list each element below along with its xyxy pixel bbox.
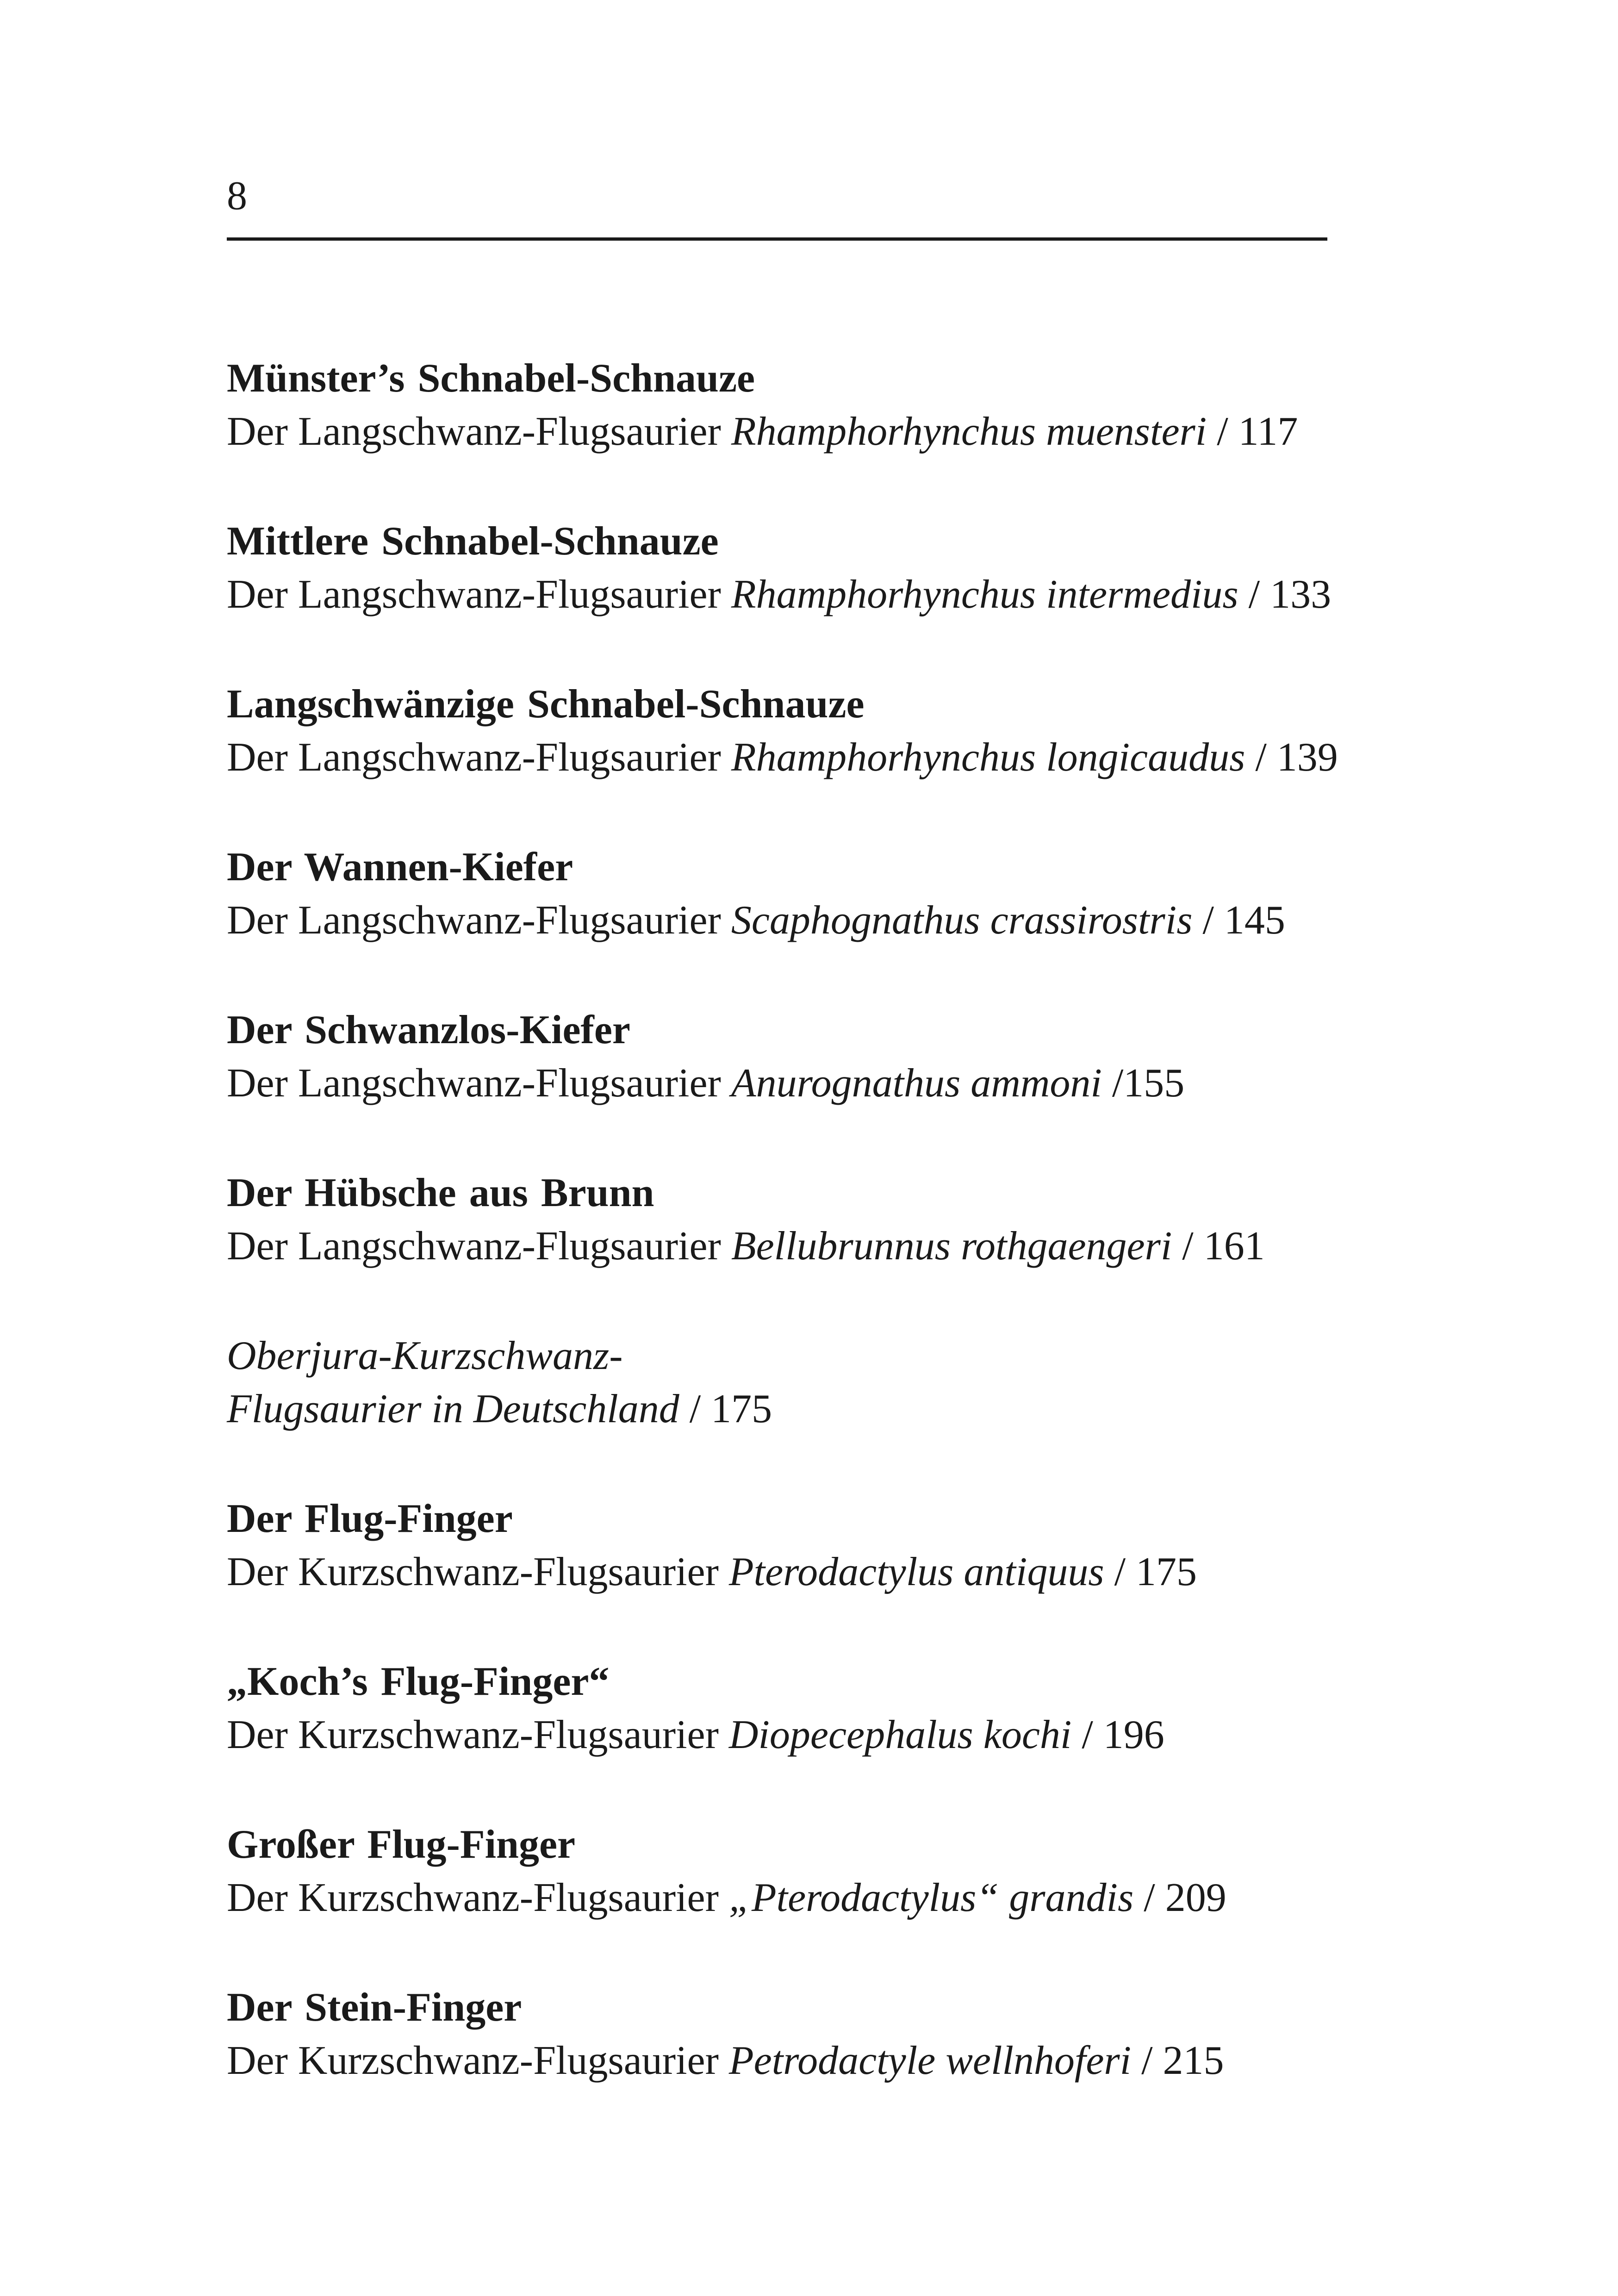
entry-line [227, 405, 1523, 458]
entry-species: Rhamphorhynchus muensteri [731, 409, 1207, 454]
entry-species: Scaphognathus crassirostris [731, 898, 1193, 943]
entry-line [227, 1545, 1523, 1599]
entry-description: Der Langschwanz-Flugsaurier [227, 898, 731, 943]
entry-page-ref: / 133 [1238, 572, 1332, 617]
entry-line [227, 894, 1523, 947]
entry-species: Petrodactyle wellnhoferi [728, 2038, 1132, 2083]
entry-page-ref: /155 [1101, 1061, 1185, 1106]
entry-line [227, 568, 1523, 621]
entry-line [227, 1057, 1523, 1110]
toc-entry-pterodactylus-antiquus[interactable] [227, 1492, 1523, 1655]
entry-page-ref: / 196 [1071, 1712, 1164, 1757]
toc-entry-anurognathus-ammoni[interactable] [227, 1003, 1523, 1166]
entry-page-ref: / 175 [1104, 1549, 1197, 1594]
entry-title: Der Stein-Finger [227, 1985, 522, 2030]
toc-entry-rhamphorhynchus-muensteri[interactable] [227, 352, 1523, 515]
entry-page-ref: / 215 [1131, 2038, 1224, 2083]
entry-page-ref: / 139 [1245, 735, 1338, 780]
toc-entry-scaphognathus-crassirostris[interactable] [227, 840, 1523, 1003]
entry-description: Der Langschwanz-Flugsaurier [227, 1061, 731, 1106]
entry-species: Rhamphorhynchus longicaudus [731, 735, 1245, 780]
entry-title: Langschwänzige Schnabel-Schnauze [227, 682, 865, 727]
entry-description: Der Kurzschwanz-Flugsaurier [227, 1875, 729, 1920]
entry-species: Anurognathus ammoni [731, 1061, 1102, 1106]
section-title-line-1: Oberjura-Kurzschwanz- [227, 1333, 623, 1378]
entry-line [227, 1871, 1523, 1924]
entry-page-ref: / 209 [1133, 1875, 1226, 1920]
entry-title: Der Flug-Finger [227, 1496, 513, 1541]
entry-species: Rhamphorhynchus intermedius [731, 572, 1238, 617]
entry-description: Der Kurzschwanz-Flugsaurier [227, 1712, 729, 1757]
entry-line [227, 731, 1523, 784]
entry-line [227, 1708, 1523, 1761]
entry-line [227, 1220, 1523, 1273]
entry-description: Der Kurzschwanz-Flugsaurier [227, 1549, 729, 1594]
entry-description: Der Langschwanz-Flugsaurier [227, 409, 731, 454]
toc-entry-diopecephalus-kochi[interactable] [227, 1655, 1523, 1818]
entry-description: Der Langschwanz-Flugsaurier [227, 1224, 731, 1269]
header-rule [227, 237, 1327, 241]
toc-section-oberjura-kurzschwanz[interactable] [227, 1329, 1523, 1492]
entry-species: „Pterodactylus“ grandis [728, 1875, 1134, 1920]
entry-description: Der Langschwanz-Flugsaurier [227, 572, 731, 617]
toc-entry-pterodactylus-grandis[interactable] [227, 1818, 1523, 1981]
entry-description: Der Kurzschwanz-Flugsaurier [227, 2038, 729, 2083]
toc-entry-rhamphorhynchus-longicaudus[interactable] [227, 678, 1523, 840]
toc-entry-bellubrunnus-rothgaengeri[interactable] [227, 1166, 1523, 1329]
entry-title: Großer Flug-Finger [227, 1822, 576, 1867]
entry-species: Pterodactylus antiquus [728, 1549, 1104, 1594]
entry-species: Diopecephalus kochi [728, 1712, 1072, 1757]
toc-entry-rhamphorhynchus-intermedius[interactable] [227, 515, 1523, 678]
entry-page-ref: / 175 [679, 1387, 772, 1431]
page-number: 8 [227, 174, 247, 218]
entry-line [227, 1382, 1523, 1436]
entry-line [227, 2034, 1523, 2087]
table-of-contents [227, 352, 1523, 2144]
toc-entry-petrodactyle-wellnhoferi[interactable] [227, 1981, 1523, 2144]
section-title-line-2: Flugsaurier in Deutschland [227, 1387, 679, 1431]
entry-page-ref: / 161 [1172, 1224, 1265, 1269]
entry-title: „Koch’s Flug-Finger“ [227, 1659, 610, 1704]
entry-page-ref: / 145 [1192, 898, 1285, 943]
entry-page-ref: / 117 [1207, 409, 1298, 454]
entry-description: Der Langschwanz-Flugsaurier [227, 735, 731, 780]
entry-title: Der Wannen-Kiefer [227, 845, 573, 890]
entry-title: Mittlere Schnabel-Schnauze [227, 519, 719, 564]
entry-title: Der Schwanzlos-Kiefer [227, 1008, 630, 1052]
entry-species: Bellubrunnus rothgaengeri [731, 1224, 1172, 1269]
entry-title: Der Hübsche aus Brunn [227, 1170, 654, 1215]
entry-title: Münster’s Schnabel-Schnauze [227, 356, 755, 401]
